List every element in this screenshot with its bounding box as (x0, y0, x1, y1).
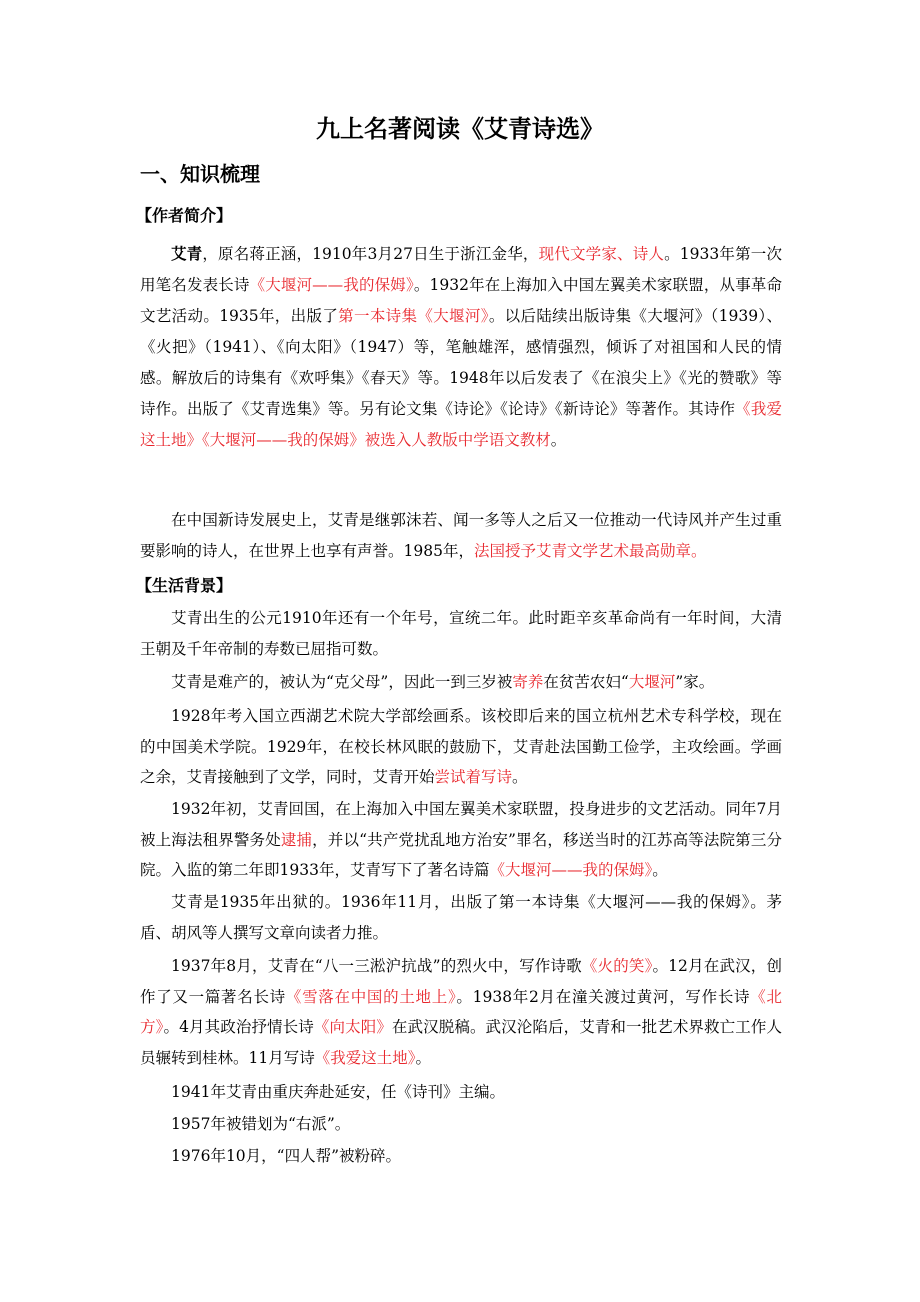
text-run: 艾青是1935年出狱的。1936年11月，出版了第一本诗集《大堰河——我的保姆》。茅盾、胡风等人撰写文章向读者力推。 (140, 893, 782, 942)
text-run: 1941年艾青由重庆奔赴延安，任《诗刊》主编。 (171, 1083, 505, 1101)
highlighted-text: 现代文学家、诗人 (538, 245, 665, 263)
text-run: 。4月其政治抒情长诗 (163, 1018, 314, 1036)
life-paragraph-9 (140, 1141, 782, 1172)
text-run: 在武汉脱稿。武汉沦陷后，艾青和一批艺术界救亡工作人员辗转到桂林。11月写诗 (140, 1018, 782, 1067)
text-run: 在中国新诗发展史上，艾青是继郭沫若、闻一多等人之后又一位推动一代诗风并产生过重要影响的诗人，在世界上也享有声誉。1985年， (140, 511, 782, 560)
highlighted-text: 尝试着写诗 (434, 768, 513, 786)
text-run: 。1933年第一次用笔名发表长诗 (140, 245, 782, 294)
author-intro-heading: 【作者简介】 (136, 206, 233, 225)
highlighted-text: 《大堰河——我的保姆》 (489, 861, 653, 879)
text-run: ，并以“共产党扰乱地方治安”罪名，移送当时的江苏高等法院第三分院。入监的第二年即1933年，艾青写下了著名诗篇 (140, 830, 782, 879)
author-bio-paragraph-1 (140, 238, 782, 456)
life-paragraph-1 (140, 603, 782, 664)
text-run: 1937年8月，艾青在“八一三淞沪抗战”的烈火中，写作诗歌 (171, 957, 582, 975)
life-paragraph-7 (140, 1077, 782, 1108)
life-paragraph-6 (140, 951, 782, 1073)
highlighted-text: 《我爱这土地》 (314, 1048, 416, 1067)
text-run: 。 (550, 431, 567, 449)
life-paragraph-2 (140, 667, 782, 698)
highlighted-text: 法国授予艾青文学艺术最高勋章。 (473, 542, 707, 560)
text-run: 艾青是难产的，被认为“克父母”，因此一到三岁被 (171, 673, 513, 691)
text-run: 。1932年在上海加入中国左翼美术家联盟，从事革命文艺活动。1935年，出版了 (140, 276, 782, 325)
text-run: 。 (415, 1048, 432, 1067)
life-paragraph-5 (140, 887, 782, 948)
highlighted-text: 寄养 (512, 673, 544, 691)
life-background-heading: 【生活背景】 (136, 576, 233, 595)
author-bio-paragraph-2 (140, 505, 782, 567)
text-run: 在贫苦农妇“ (543, 673, 629, 691)
section-heading-knowledge: 一、知识梳理 (140, 162, 260, 186)
text-run: 。 (652, 861, 668, 879)
text-run: 1976年10月，“四人帮”被粉碎。 (171, 1147, 402, 1165)
text-run: ”家。 (675, 673, 715, 691)
text-run: 艾青出生的公元1910年还有一个年号，宣统二年。此时距辛亥革命尚有一年时间，大清王朝及千年帝制的寿数已屈指可数。 (140, 609, 782, 658)
highlighted-text: 大堰河 (628, 673, 676, 691)
highlighted-text: 《火的笑》 (581, 957, 653, 975)
text-run: 1957年被错划为“右派”。 (171, 1115, 351, 1133)
text-run: 1932年初，艾青回国，在上海加入中国左翼美术家联盟，投身进步的文艺活动。同年7月被上海法租界警务处 (140, 800, 782, 849)
highlighted-text: 《我爱这土地》《大堰河——我的保姆》被选入人教版中学语文教材 (140, 400, 782, 449)
text-run: 。以后陆续出版诗集《大堰河》（1939）、《火把》（1941）、《向太阳》（1947）等，笔触雄浑，感情强烈，倾诉了对祖国和人民的情感。解放后的诗集有《欢呼集》《春天》等。1948年以后发表了《在浪尖上》《光的赞歌》等诗作。出版了《艾青选集》等。另有论文集《诗论》《论诗》《新诗论》等著作。其诗作 (140, 307, 782, 418)
text-run: 。12月在武汉，创作了又一篇著名长诗 (140, 957, 782, 1006)
highlighted-text: 《雪落在中国的土地上》 (285, 987, 457, 1006)
highlighted-text: 《向太阳》 (313, 1018, 392, 1036)
text-run: 。1938年2月在潼关渡过黄河，写作长诗 (456, 987, 751, 1006)
life-paragraph-4 (140, 794, 782, 886)
text-run: 。 (512, 768, 528, 786)
highlighted-text: 《大堰河——我的保姆》 (249, 276, 414, 294)
highlighted-text: 第一本诗集《大堰河》 (338, 307, 489, 325)
text-run: ，原名蒋正涵，1910年3月27日生于浙江金华， (202, 245, 539, 263)
life-paragraph-8 (140, 1109, 782, 1140)
highlighted-text: 《北方》 (140, 987, 782, 1036)
text-run: 艾青 (171, 244, 203, 263)
page-title: 九上名著阅读《艾青诗选》 (316, 114, 604, 143)
life-paragraph-3 (140, 701, 782, 793)
text-run: 1928年考入国立西湖艺术院大学部绘画系。该校即后来的国立杭州艺术专科学校，现在的中国美术学院。1929年，在校长林风眠的鼓励下，艾青赴法国勤工俭学，主攻绘画。学画之余，艾青接触到了文学，同时，艾青开始 (140, 707, 782, 786)
highlighted-text: 逮捕 (280, 830, 313, 849)
